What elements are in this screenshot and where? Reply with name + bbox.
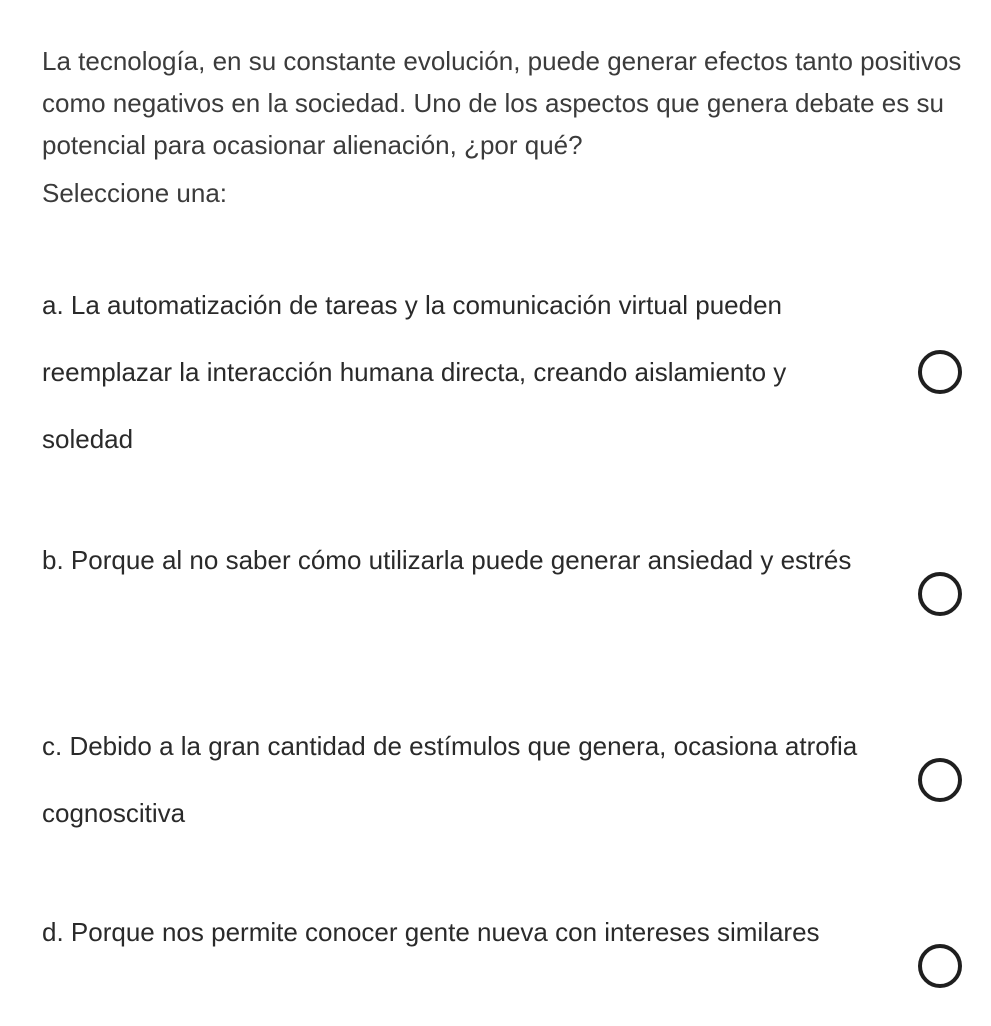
option-a-label: a. La automatización de tareas y la comunicación virtual pueden reemplazar la interacción humana directa, creando aislamiento y soledad [42, 290, 787, 454]
option-b-label: b. Porque al no saber cómo utilizarla puede generar ansiedad y estrés [42, 545, 852, 575]
option-d-radio[interactable] [918, 944, 962, 988]
select-prompt: Seleccione una: [42, 178, 228, 208]
option-a-radio[interactable] [918, 350, 962, 394]
option-a[interactable] [42, 272, 972, 472]
option-c-radio[interactable] [918, 758, 962, 802]
option-d-label: d. Porque nos permite conocer gente nueva con intereses similares [42, 917, 820, 947]
option-b-radio[interactable] [918, 572, 962, 616]
option-c[interactable] [42, 713, 972, 847]
option-b[interactable] [42, 527, 972, 661]
option-d[interactable] [42, 899, 972, 1026]
option-c-label: c. Debido a la gran cantidad de estímulos que genera, ocasiona atrofia cognoscitiva [42, 731, 858, 828]
question-text: La tecnología, en su constante evolución, puede generar efectos tanto positivos como negativos en la sociedad. Uno de los aspectos que genera debate es su potencial para ocasionar alienación, ¿por qué? [42, 46, 962, 160]
